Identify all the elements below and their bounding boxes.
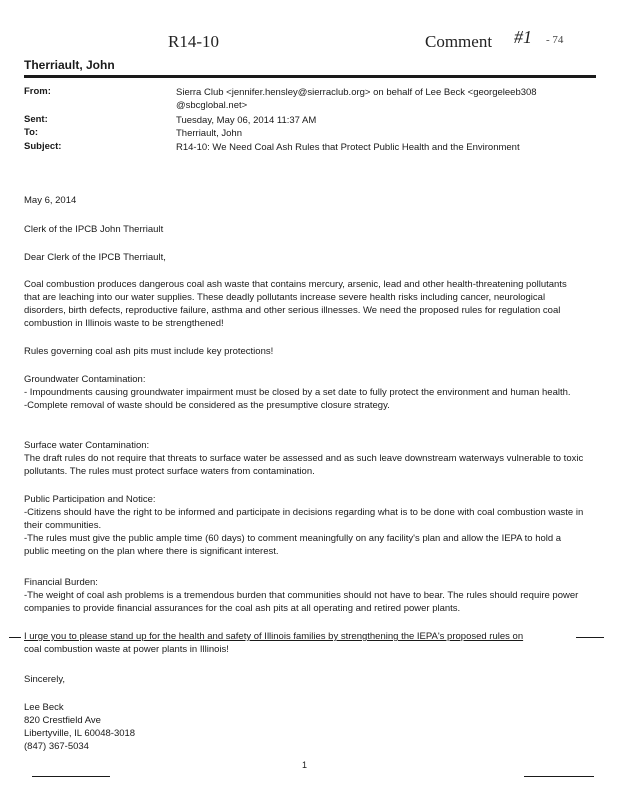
- comment-suffix: - 74: [546, 34, 564, 46]
- groundwater-item-1: - Impoundments causing groundwater impairment must be closed by a set date to fully protect the environment and human health.: [24, 387, 571, 398]
- to-label: To:: [24, 127, 39, 138]
- recipient-name: Therriault, John: [24, 58, 115, 72]
- intro-paragraph: [24, 278, 584, 330]
- page-number: 1: [302, 760, 308, 770]
- closing-line-1-text: I urge you to please stand up for the health and safety of Illinois families by strengthening the IEPA's proposed rules on: [24, 631, 524, 642]
- subject-value: R14-10: We Need Coal Ash Rules that Protect Public Health and the Environment: [176, 142, 520, 153]
- signature-city: Libertyville, IL 60048-3018: [24, 728, 136, 739]
- financial-burden-section: [24, 576, 584, 615]
- closing-line-1: [24, 630, 584, 643]
- underline-left: [9, 637, 21, 638]
- public-participation-item-1: -Citizens should have the right to be informed and participate in decisions regarding what is to be done with coal combustion waste in their communities.: [24, 507, 584, 531]
- groundwater-heading: Groundwater Contamination:: [24, 374, 146, 385]
- groundwater-section: [24, 373, 584, 412]
- surface-water-section: [24, 439, 584, 478]
- signature-street: 820 Crestfield Ave: [24, 715, 101, 726]
- closing-paragraph: [24, 630, 584, 656]
- groundwater-item-2: -Complete removal of waste should be considered as the presumptive closure strategy.: [24, 400, 390, 411]
- footer-rule-left: [32, 776, 110, 777]
- comment-label: Comment: [425, 32, 493, 51]
- header-rule: [24, 75, 596, 78]
- from-line-1: Sierra Club <jennifer.hensley@sierraclub.org> on behalf of Lee Beck <georgeleeb308: [176, 87, 537, 98]
- public-participation-heading: Public Participation and Notice:: [24, 494, 156, 505]
- from-line-2: @sbcglobal.net>: [176, 100, 248, 111]
- intro-text: Coal combustion produces dangerous coal ash waste that contains mercury, arsenic, lead and other health-threatening pollutants that are leaching into our water supplies. These deadly pollutants increase severe health risks including cancer, neurological disorders, birth defects, reproductive failure, asthma and other serious illnesses. We need the proposed rules for regulation coal combustion in Illinois waste to be strengthened!: [24, 279, 567, 329]
- rules-line: Rules governing coal ash pits must include key protections!: [24, 346, 274, 357]
- from-value: [176, 86, 596, 112]
- financial-burden-heading: Financial Burden:: [24, 577, 98, 588]
- signature-block: [24, 701, 584, 753]
- public-participation-item-2: -The rules must give the public ample time (60 days) to comment meaningfully on any facility's plan and allow the IEPA to hold a public meeting on the plan where there is significant interest.: [24, 533, 562, 557]
- signature-name: Lee Beck: [24, 702, 64, 713]
- letter-salutation: Dear Clerk of the IPCB Therriault,: [24, 252, 166, 263]
- letter-date: May 6, 2014: [24, 195, 77, 206]
- comment-number: #1: [514, 27, 532, 47]
- signature-phone: (847) 367-5034: [24, 741, 89, 752]
- letter-addressee: Clerk of the IPCB John Therriault: [24, 224, 164, 235]
- sent-label: Sent:: [24, 114, 48, 125]
- closing-line-2: coal combustion waste at power plants in Illinois!: [24, 644, 229, 655]
- surface-water-text: The draft rules do not require that threats to surface water be assessed and as such leave downstream waterways vulnerable to toxic pollutants. The rules must protect surface waters from contamination.: [24, 453, 584, 477]
- signoff: Sincerely,: [24, 674, 66, 685]
- to-value: Therriault, John: [176, 128, 243, 139]
- from-label: From:: [24, 86, 51, 97]
- financial-burden-text: -The weight of coal ash problems is a tremendous burden that communities should not have to bear. The rules should require power companies to provide financial assurances for the coal ash pits at all operating and retired power plants.: [24, 590, 579, 614]
- sent-value: Tuesday, May 06, 2014 11:37 AM: [176, 115, 317, 126]
- public-participation-section: [24, 493, 584, 558]
- footer-rule-right: [524, 776, 594, 777]
- docket-number: R14-10: [168, 32, 219, 51]
- subject-label: Subject:: [24, 141, 62, 152]
- surface-water-heading: Surface water Contamination:: [24, 440, 150, 451]
